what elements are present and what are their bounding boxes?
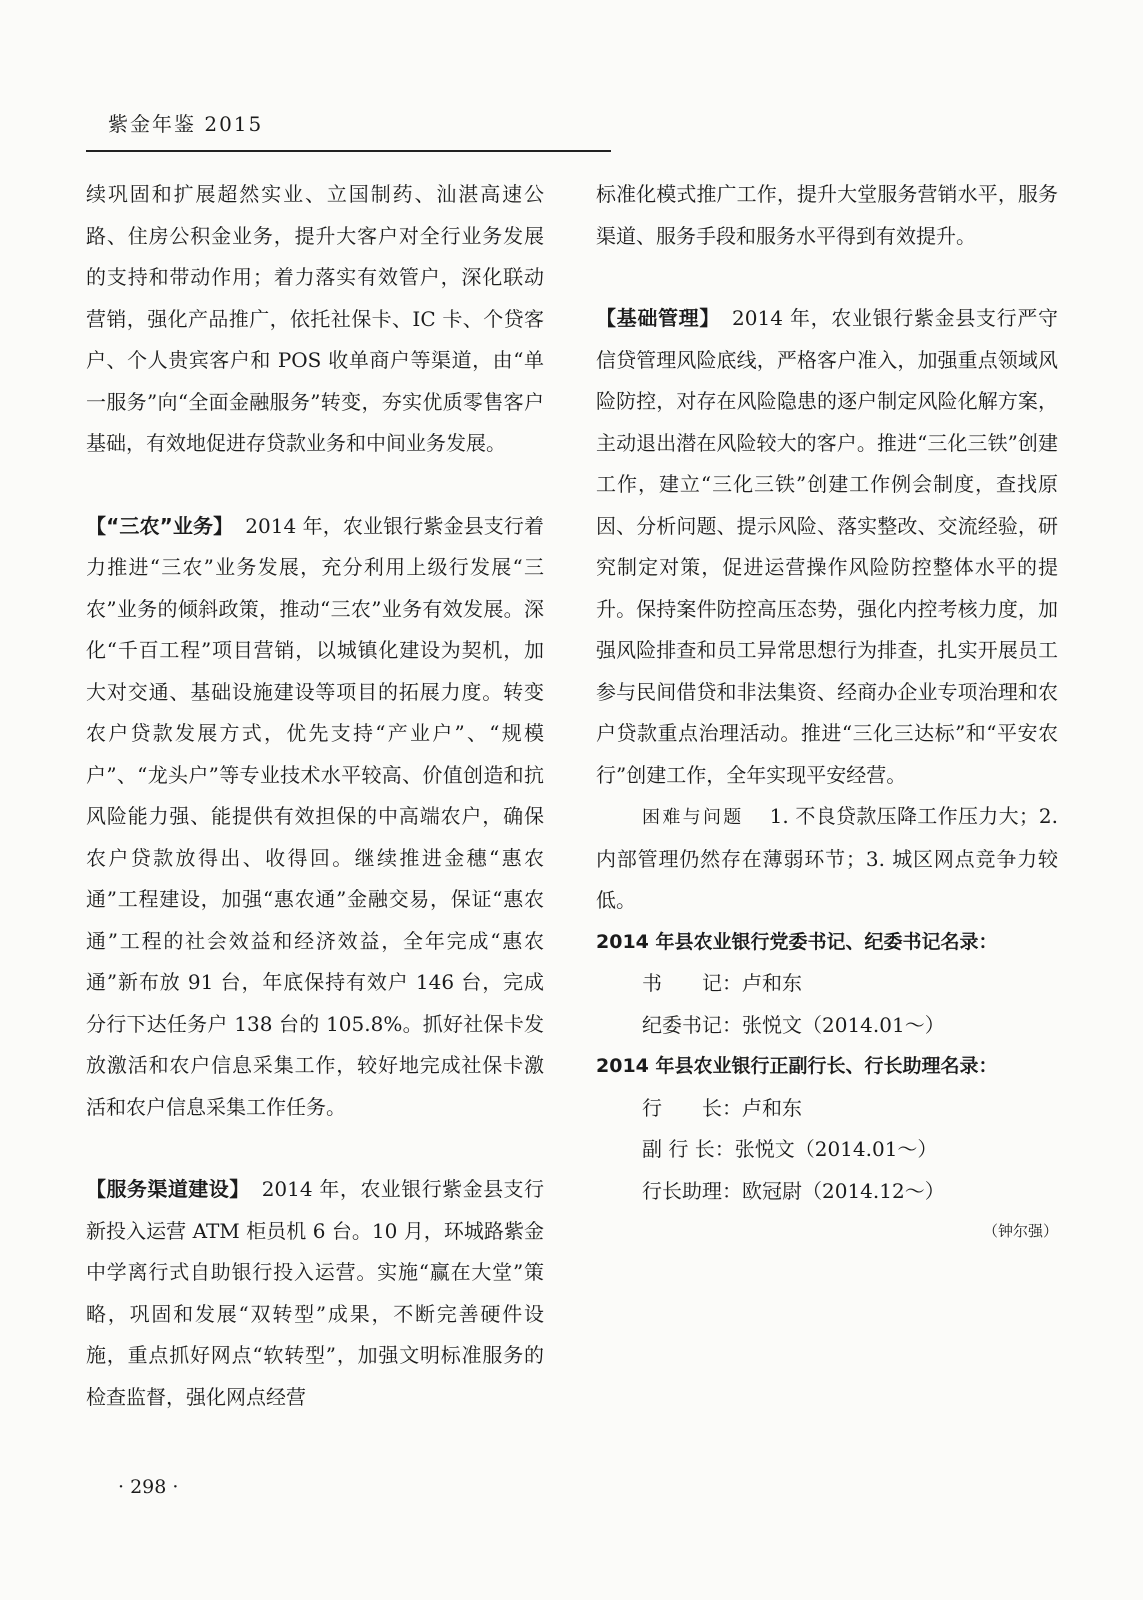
basic-heading: 【基础管理】 <box>596 306 721 330</box>
party-list-item: 书 记：卢和东 <box>642 971 802 995</box>
problems-text: 1. 不良贷款压降工作压力大；2. 内部管理仍然存在薄弱环节；3. 城区网点竞争力较低。 <box>596 804 1058 912</box>
sannong-section <box>86 506 544 1129</box>
continued-paragraph: 续巩固和扩展超然实业、立国制药、汕湛高速公路、住房公积金业务，提升大客户对全行业务发展的支持和带动作用；着力落实有效管户，深化联动营销，强化产品推广，依托社保卡、IC 卡、个贷客户、个人贵宾客户和 POS 收单商户等渠道，由“单一服务”向“全面金融服务”转变，夯实优质零售客户基础，有效地促进存贷款业务和中间业务发展。 <box>86 182 544 455</box>
party-list-item: 纪委书记：张悦文（2014.01～） <box>642 1012 945 1037</box>
basic-section <box>596 298 1058 796</box>
channel-section <box>86 1169 544 1418</box>
left-column <box>86 174 544 1418</box>
channel-text: 2014 年，农业银行紫金县支行新投入运营 ATM 柜员机 6 台。10 月，环城路紫金中学离行式自助银行投入运营。实施“赢在大堂”策略，巩固和发展“双转型”成果，不断完善硬件设施，重点抓好网点“软转型”，加强文明标准服务的检查监督，强化网点经营 <box>86 1177 544 1409</box>
right-column <box>596 174 1058 1246</box>
sannong-text: 2014 年，农业银行紫金县支行着力推进“三农”业务发展，充分利用上级行发展“三农”业务的倾斜政策，推动“三农”业务有效发展。深化“千百工程”项目营销，以城镇化建设为契机，加大对交通、基础设施建设等项目的拓展力度。转变农户贷款发展方式，优先支持“产业户”、“规模户”、“龙头户”等专业技术水平较高、价值创造和抗风险能力强、能提供有效担保的中高端农户，确保农户贷款放得出、收得回。继续推进金穗“惠农通”工程建设，加强“惠农通”金融交易，保证“惠农通”工程的社会效益和经济效益，全年完成“惠农通”新布放 91 台，年底保持有效户 146 台，完成分行下达任务户 138 台的 105.8%。抓好社保卡发放激活和农户信息采集工作，较好地完成社保卡激活和农户信息采集工作任务。 <box>86 513 544 1119</box>
running-title: 紫金年鉴 2015 <box>108 112 264 136</box>
basic-text: 2014 年，农业银行紫金县支行严守信贷管理风险底线，严格客户准入，加强重点领域风险防控，对存在风险隐患的逐户制定风险化解方案，主动退出潜在风险较大的客户。推进“三化三铁”创建工作，建立“三化三铁”创建工作例会制度，查找原因、分析问题、提示风险、落实整改、交流经验，研究制定对策，促进运营操作风险防控整体水平的提升。保持案件防控高压态势，强化内控考核力度，加强风险排查和员工异常思想行为排查，扎实开展员工参与民间借贷和非法集资、经商办企业专项治理和农户贷款重点治理活动。推进“三化三达标”和“平安农行”创建工作，全年实现平安经营。 <box>596 306 1058 787</box>
president-list-item: 行 长：卢和东 <box>642 1095 802 1120</box>
author-byline: （钟尔强） <box>982 1222 1058 1240</box>
channel-heading: 【服务渠道建设】 <box>86 1177 250 1201</box>
president-list-title: 2014 年县农业银行正副行长、行长助理名录： <box>596 1055 998 1077</box>
president-list-item: 副 行 长：张悦文（2014.01～） <box>642 1137 938 1161</box>
party-list-title: 2014 年县农业银行党委书记、纪委书记名录： <box>596 930 998 953</box>
problems-section <box>596 796 1058 922</box>
sannong-heading: 【“三农”业务】 <box>86 513 234 538</box>
channel-continued: 标准化模式推广工作，提升大堂服务营销水平，服务渠道、服务手段和服务水平得到有效提升。 <box>596 182 1058 248</box>
page-number: · 298 · <box>118 1476 179 1498</box>
problems-label: 困难与问题 <box>642 807 744 828</box>
header-rule <box>86 150 611 152</box>
president-list-item: 行长助理：欧冠尉（2014.12～） <box>642 1178 945 1203</box>
